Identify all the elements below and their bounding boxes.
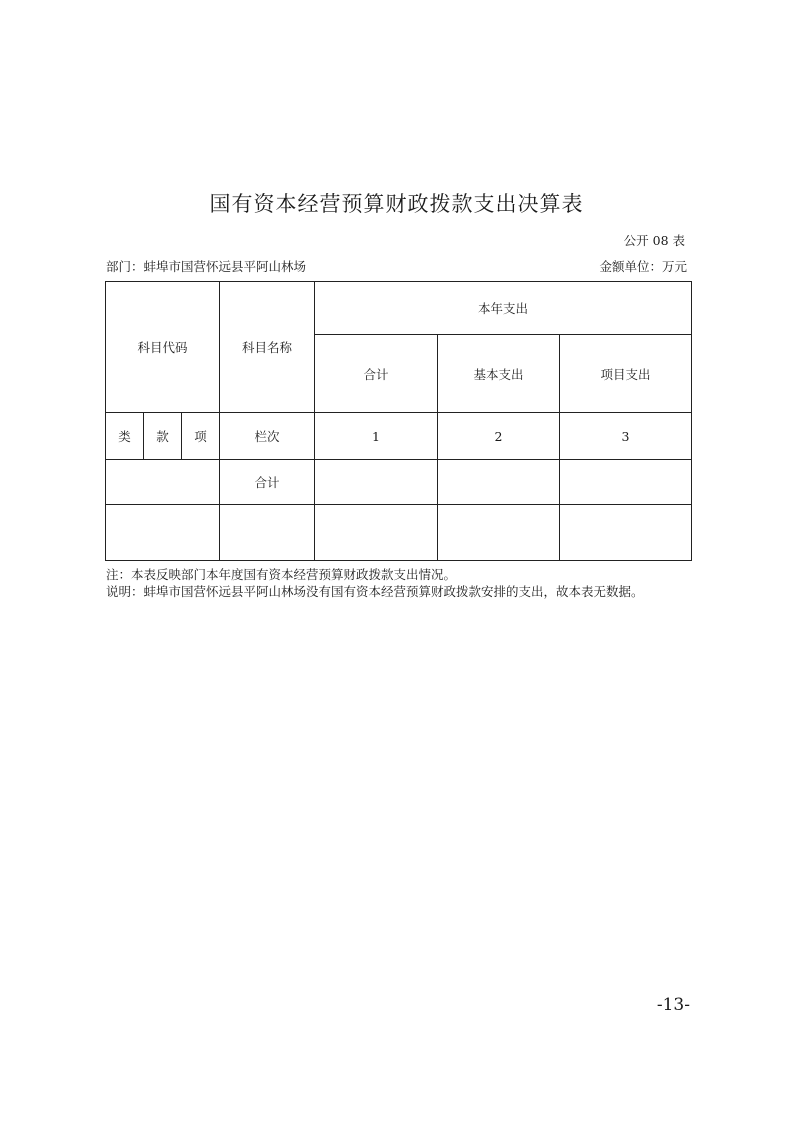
total-row-basic — [438, 460, 560, 505]
total-row-total — [315, 460, 438, 505]
note-explanation: 说明：蚌埠市国营怀远县平阿山林场没有国有资本经营预算财政拨款安排的支出，故本表无数据。 — [106, 584, 644, 599]
empty-row-project — [560, 505, 692, 561]
page-number: -13- — [656, 995, 690, 1015]
column-number-1: 1 — [315, 413, 438, 460]
column-label: 栏次 — [220, 413, 315, 460]
code-section: 款 — [144, 413, 182, 460]
total-row-label: 合计 — [220, 460, 315, 505]
header-basic-expenditure: 基本支出 — [438, 335, 560, 413]
document-title: 国有资本经营预算财政拨款支出决算表 — [209, 192, 584, 216]
column-number-2: 2 — [438, 413, 560, 460]
header-total: 合计 — [315, 335, 438, 413]
form-number: 公开 08 表 — [623, 233, 685, 248]
amount-unit-label: 金额单位：万元 — [599, 259, 687, 274]
notes-section — [106, 566, 644, 600]
code-item: 项 — [182, 413, 220, 460]
note-scope: 注：本表反映部门本年度国有资本经营预算财政拨款支出情况。 — [106, 567, 457, 582]
header-subject-name: 科目名称 — [220, 282, 315, 413]
header-current-year-expenditure: 本年支出 — [315, 282, 692, 335]
header-project-expenditure: 项目支出 — [560, 335, 692, 413]
code-category: 类 — [106, 413, 144, 460]
expenditure-table — [105, 281, 692, 561]
total-row-code-cell — [106, 460, 220, 505]
department-label: 部门：蚌埠市国营怀远县平阿山林场 — [106, 259, 307, 274]
empty-row-total — [315, 505, 438, 561]
header-subject-code: 科目代码 — [106, 282, 220, 413]
empty-row-basic — [438, 505, 560, 561]
total-row-project — [560, 460, 692, 505]
empty-row-name-cell — [220, 505, 315, 561]
empty-row-code-cell — [106, 505, 220, 561]
column-number-3: 3 — [560, 413, 692, 460]
